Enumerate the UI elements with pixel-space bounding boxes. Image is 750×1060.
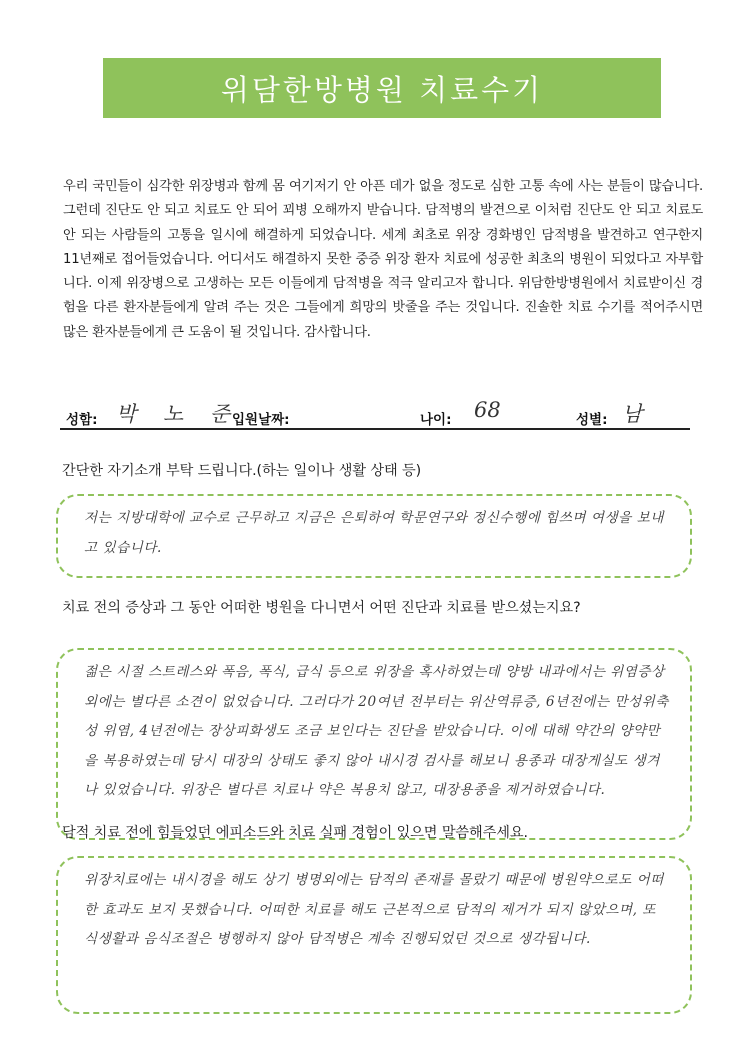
age-value: 68 [474,398,501,422]
sex-label: 성별: [576,412,608,428]
question-2: 치료 전의 증상과 그 동안 어떠한 병원을 다니면서 어떤 진단과 치료를 받으셨는지요? [62,600,581,616]
info-underline [60,428,690,430]
answer-2: 젊은 시절 스트레스와 폭음, 폭식, 급식 등으로 위장을 혹사하였는데 양방 내과에서는 위염증상 외에는 별다른 소견이 없었습니다. 그러다가 20여년 전부터는 위산역류증, 6년전에는 만성위축성 위염, 4년전에는 장상피화생도 조금 보인다는 진단을 받았습니다. 이에 대해 약간의 양약만을 복용하였는데 당시 대장의 상태도 좋지 않아 내시경 검사를 해보니 용종과 대장게실도 생겨나 있었습니다. 위장은 별다른 치료나 약은 복용치 않고, 대장용종을 제거하였습니다. [84,664,669,798]
name-label: 성함: [66,412,98,428]
answer-1: 저는 지방대학에 교수로 근무하고 지금은 은퇴하여 학문연구와 정신수행에 힘쓰며 여생을 보내고 있습니다. [84,510,664,556]
answer-box-2 [56,648,692,840]
patient-info-row [66,398,686,428]
admission-date-label: 입원날짜: [232,412,290,428]
question-3: 담적 치료 전에 힘들었던 에피소드와 치료 실패 경험이 있으면 말씀해주세요. [62,825,528,841]
name-value: 박 노 준 [116,402,241,426]
age-label: 나이: [420,412,452,428]
title-banner [103,58,661,118]
answer-box-1 [56,494,692,578]
question-1: 간단한 자기소개 부탁 드립니다.(하는 일이나 생활 상태 등) [62,463,422,479]
sex-value: 남 [622,402,643,426]
answer-box-3 [56,856,692,1014]
intro-paragraph: 우리 국민들이 심각한 위장병과 함께 몸 여기저기 안 아픈 데가 없을 정도로 심한 고통 속에 사는 분들이 많습니다. 그런데 진단도 안 되고 치료도 안 되어 꾀병 오해까지 받습니다. 담적병의 발견으로 이처럼 진단도 안 되고 치료도 안 되는 사람들의 고통을 일시에 해결하게 되었습니다. 세계 최초로 위장 경화병인 담적병을 발견하고 연구한지 11년째로 접어들었습니다. 어디서도 해결하지 못한 중증 위장 환자 치료에 성공한 최초의 병원이 되었다고 자부합니다. 이제 위장병으로 고생하는 모든 이들에게 담적병을 적극 알리고자 합니다. 위담한방병원에서 치료받이신 경험을 다른 환자분들에게 알려 주는 것은 그들에게 희망의 밧줄을 주는 것입니다. 진솔한 치료 수기를 적어주시면 많은 환자분들에게 큰 도움이 될 것입니다. 감사합니다. [63,179,703,340]
answer-3: 위장치료에는 내시경을 해도 상기 병명외에는 담적의 존재를 몰랐기 때문에 병원약으로도 어떠한 효과도 보지 못했습니다. 어떠한 치료를 해도 근본적으로 담적의 제거가 되지 않았으며, 또 식생활과 음식조절은 병행하지 않아 담적병은 계속 진행되었던 것으로 생각됩니다. [84,872,664,947]
page-title: 위담한방병원 치료수기 [220,72,544,107]
